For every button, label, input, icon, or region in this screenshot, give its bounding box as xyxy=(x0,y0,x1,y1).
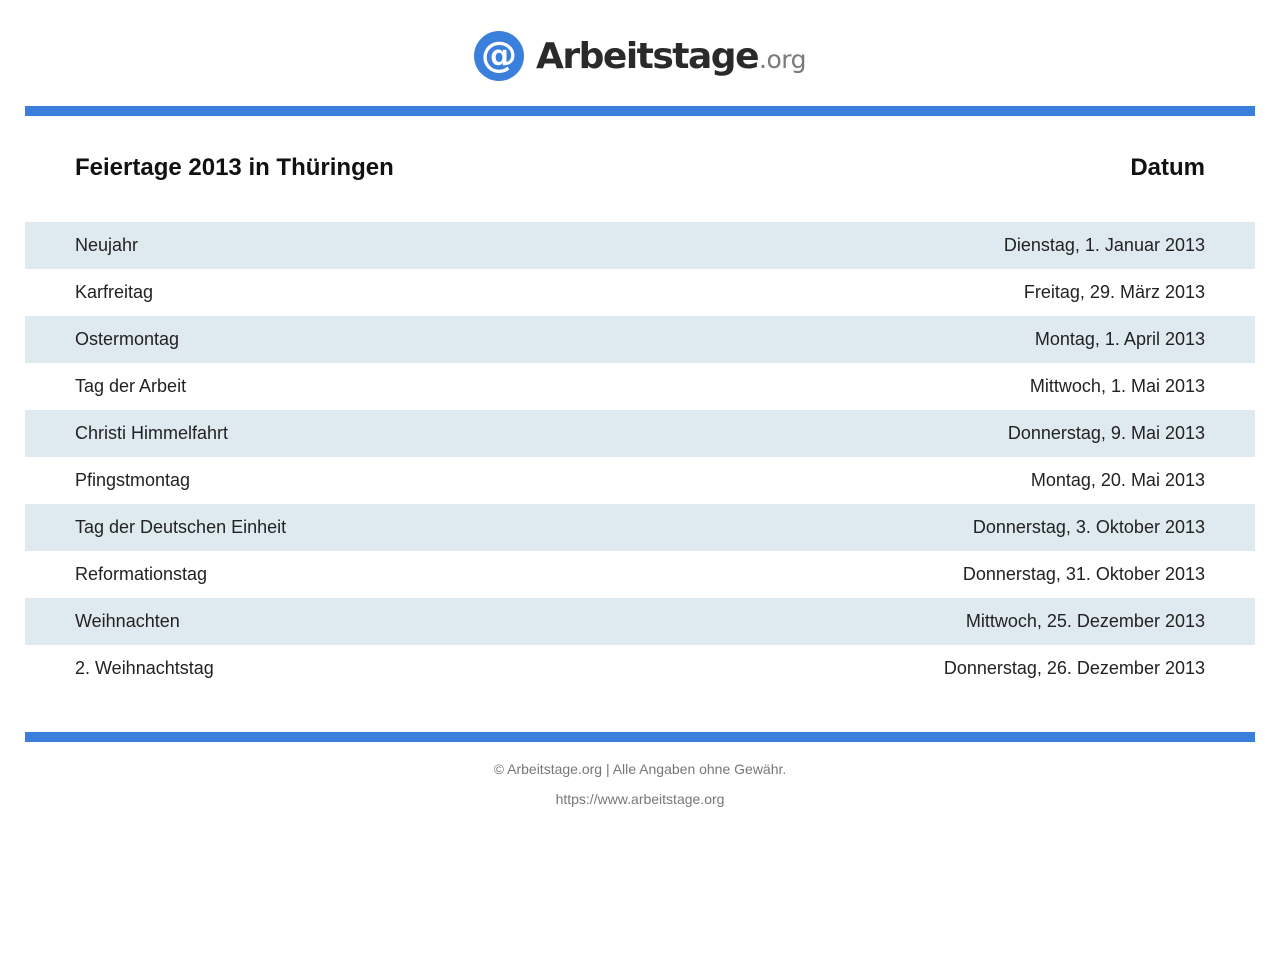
holiday-date: Donnerstag, 26. Dezember 2013 xyxy=(943,658,1205,678)
holiday-row xyxy=(25,316,1255,363)
holiday-date: Dienstag, 1. Januar 2013 xyxy=(1003,235,1205,255)
svg-text:@: @ xyxy=(481,35,518,76)
logo-tld: .org xyxy=(759,44,806,74)
holiday-name: Neujahr xyxy=(75,235,139,255)
holiday-date: Donnerstag, 31. Oktober 2013 xyxy=(962,564,1205,584)
holiday-row xyxy=(25,645,1255,692)
at-sign-icon xyxy=(474,31,524,81)
table-title: Feiertage 2013 in Thüringen xyxy=(75,154,394,181)
holiday-list xyxy=(25,222,1255,692)
holiday-date: Donnerstag, 9. Mai 2013 xyxy=(1007,423,1205,443)
holiday-name: Ostermontag xyxy=(75,329,180,349)
holiday-name: Pfingstmontag xyxy=(75,470,191,490)
logo-group xyxy=(474,31,806,81)
holiday-row xyxy=(25,504,1255,551)
holiday-name: Christi Himmelfahrt xyxy=(75,423,229,443)
logo-wordmark xyxy=(536,36,806,77)
holiday-row xyxy=(25,457,1255,504)
holiday-name: Tag der Arbeit xyxy=(75,376,187,396)
footer-copyright: © Arbeitstage.org | Alle Angaben ohne Gewähr. xyxy=(493,761,787,777)
table-header xyxy=(25,150,1255,186)
holiday-date: Montag, 20. Mai 2013 xyxy=(1030,470,1205,490)
holiday-date: Mittwoch, 1. Mai 2013 xyxy=(1029,376,1205,396)
holiday-name: Weihnachten xyxy=(75,611,180,631)
site-logo[interactable] xyxy=(0,30,1280,82)
holiday-date: Montag, 1. April 2013 xyxy=(1034,329,1205,349)
holiday-date: Donnerstag, 3. Oktober 2013 xyxy=(972,517,1205,537)
holiday-name: 2. Weihnachtstag xyxy=(75,658,214,678)
holiday-row xyxy=(25,410,1255,457)
holiday-row xyxy=(25,598,1255,645)
holiday-name: Karfreitag xyxy=(75,282,154,302)
holiday-date: Mittwoch, 25. Dezember 2013 xyxy=(965,611,1205,631)
holiday-date: Freitag, 29. März 2013 xyxy=(1023,282,1205,302)
logo-name: Arbeitstage xyxy=(536,35,758,77)
holiday-row xyxy=(25,551,1255,598)
holiday-name: Tag der Deutschen Einheit xyxy=(75,517,287,537)
bottom-divider-bar xyxy=(25,732,1255,742)
holiday-row xyxy=(25,363,1255,410)
holiday-name: Reformationstag xyxy=(75,564,208,584)
holiday-row xyxy=(25,269,1255,316)
top-divider-bar xyxy=(25,106,1255,116)
footer-url-link[interactable]: https://www.arbeitstage.org xyxy=(555,791,725,807)
holiday-row xyxy=(25,222,1255,269)
date-column-header: Datum xyxy=(1130,154,1205,181)
